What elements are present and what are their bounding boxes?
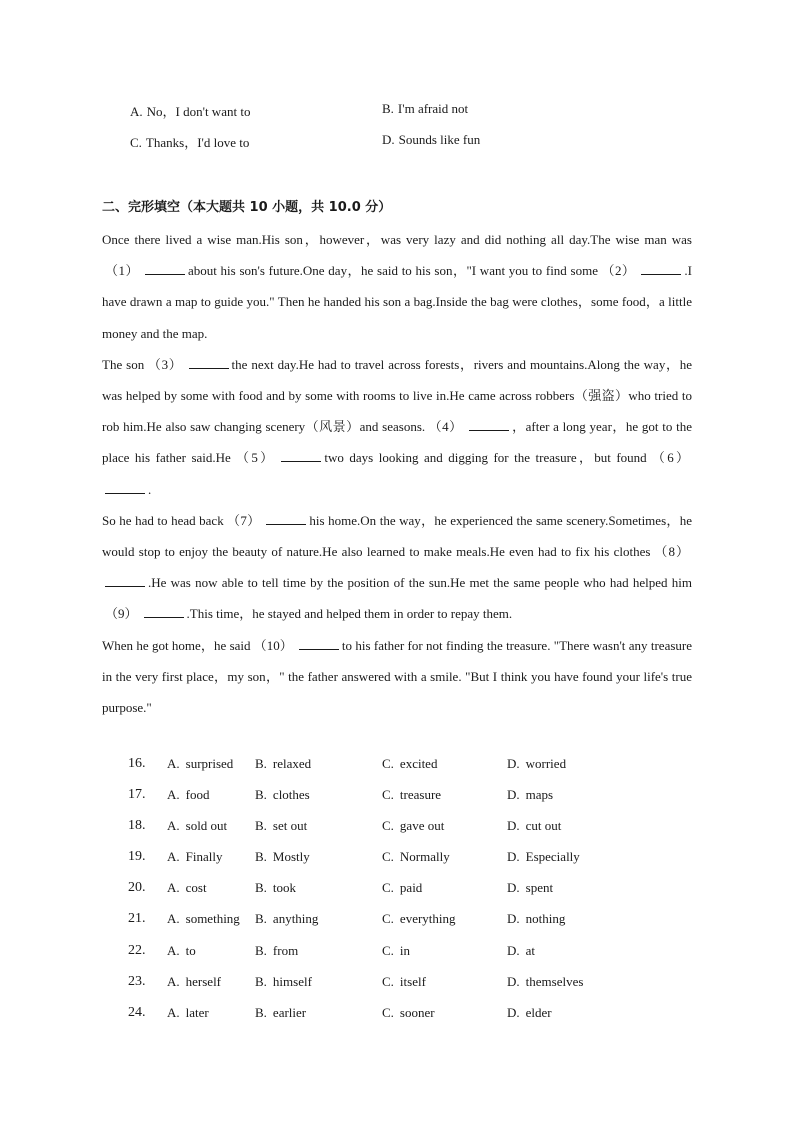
option-letter: A. — [167, 942, 180, 958]
option-letter: C. — [382, 787, 394, 803]
option-letter: D. — [507, 756, 520, 771]
option-text: spent — [525, 880, 554, 896]
option-letter: C. — [382, 942, 394, 958]
option-b[interactable] — [255, 880, 296, 896]
option-text: herself — [185, 973, 222, 989]
option-b[interactable] — [255, 849, 310, 865]
section-title: 二、完形填空（本大题共 10 小题，共 10.0 分） — [102, 200, 392, 215]
option-letter: C. — [382, 818, 394, 834]
passage-paragraph: When he got home，he said （10） to his father for not finding the treasure. "There wasn't any treasure in the very first place，my son，" the father answered with a smile. "But I think you have found your life's true purpose." — [102, 637, 692, 716]
question-number: 24. — [128, 1004, 146, 1020]
option-b[interactable] — [255, 818, 307, 834]
option-a[interactable] — [167, 911, 240, 927]
blank-line — [469, 418, 509, 431]
option-a[interactable] — [167, 787, 209, 803]
option-text: paid — [399, 880, 423, 896]
option-text: nothing — [525, 911, 566, 927]
option-a[interactable] — [167, 974, 221, 990]
option-text: Normally — [399, 849, 450, 865]
option-b[interactable]: B. I'm afraid not — [382, 101, 469, 116]
blank-line — [189, 356, 229, 369]
blank-number: （5） — [233, 450, 276, 466]
option-letter: C. — [382, 880, 394, 896]
option-c[interactable] — [382, 849, 450, 865]
option-text: from — [272, 942, 299, 958]
option-text: elder — [525, 1004, 552, 1020]
option-c[interactable] — [382, 911, 456, 927]
question-row — [128, 787, 748, 818]
option-c[interactable] — [382, 1005, 435, 1021]
option-c[interactable] — [382, 974, 426, 990]
option-text: to — [185, 942, 196, 958]
option-d[interactable] — [507, 911, 565, 927]
option-c[interactable] — [382, 880, 422, 896]
option-d[interactable] — [507, 1005, 552, 1021]
option-text: maps — [525, 787, 554, 803]
option-letter: B. — [255, 787, 267, 803]
cloze-passage — [102, 224, 692, 723]
option-letter: B. — [255, 973, 267, 989]
option-letter: D. — [507, 880, 520, 896]
blank-line — [641, 262, 681, 275]
option-text: everything — [399, 911, 456, 927]
question-number: 16. — [128, 756, 146, 771]
blank-line — [281, 449, 321, 462]
blank-line — [144, 605, 184, 618]
question-row — [128, 818, 748, 849]
blank-number: （7） — [226, 512, 261, 528]
option-letter: B. — [255, 880, 267, 896]
option-letter: B. — [255, 911, 267, 927]
blank-line — [105, 481, 145, 494]
answer-options-list — [128, 756, 748, 1036]
option-c[interactable] — [382, 943, 410, 959]
option-a[interactable] — [167, 756, 233, 772]
option-letter: B. — [255, 818, 267, 834]
question-row — [128, 911, 748, 942]
option-letter: A. — [167, 756, 180, 771]
option-letter: B. — [255, 849, 267, 865]
option-text: something — [185, 911, 240, 927]
option-text: at — [525, 942, 536, 958]
option-letter: A. — [167, 818, 180, 834]
blank-number: （2） — [600, 263, 636, 279]
blank-number: （6） — [649, 450, 689, 466]
option-text: cost — [185, 880, 207, 896]
option-b[interactable] — [255, 974, 312, 990]
previous-question-options — [130, 101, 730, 163]
passage-paragraph: So he had to head back （7） his home.On the way，he experienced the same scenery.Sometimes，he would stop to enjoy the beauty of nature.He also learned to make meals.He even had to fix his clothes （8）.He was now able to tell time by the position of the sun.He met the same people who had helped him（9） .This time，he stayed and helped them in order to repay them. — [102, 512, 692, 622]
option-d[interactable] — [507, 818, 561, 834]
option-a[interactable] — [167, 943, 196, 959]
question-number: 17. — [128, 787, 146, 803]
option-c[interactable]: C. Thanks，I'd love to — [130, 135, 250, 150]
option-text: gave out — [399, 818, 445, 834]
option-d[interactable] — [507, 880, 553, 896]
option-letter: D. — [507, 818, 520, 834]
option-letter: D. — [507, 942, 520, 958]
option-b[interactable] — [255, 943, 298, 959]
option-a[interactable] — [167, 880, 207, 896]
option-text: itself — [399, 973, 426, 989]
option-a[interactable] — [167, 818, 227, 834]
option-letter: C. — [382, 756, 394, 771]
option-text: sooner — [399, 1004, 435, 1020]
option-text: Mostly — [272, 849, 310, 865]
option-d[interactable] — [507, 787, 553, 803]
option-letter: D. — [507, 849, 520, 865]
option-text: relaxed — [272, 756, 312, 771]
question-number: 20. — [128, 880, 146, 896]
passage-paragraph: Once there lived a wise man.His son，however，was very lazy and did nothing all day.The wise man was（1） about his son's future.One day，he said to his son，"I want you to find some （2） .I have drawn a map to guide you." Then he handed his son a bag.Inside the bag were clothes，some food，a little money and the map. — [102, 232, 692, 341]
option-d[interactable] — [507, 943, 535, 959]
option-d[interactable] — [507, 756, 566, 772]
blank-number: （3） — [147, 356, 183, 372]
question-row — [128, 943, 748, 974]
option-text: anything — [272, 911, 319, 927]
option-d[interactable] — [507, 849, 580, 865]
option-text: later — [185, 1004, 209, 1020]
option-text: themselves — [525, 973, 584, 989]
option-letter: B. — [255, 942, 267, 958]
blank-number: （10） — [253, 637, 293, 653]
option-letter: D. — [507, 1004, 520, 1020]
question-number: 18. — [128, 818, 146, 834]
option-text: earlier — [272, 1004, 307, 1020]
option-text: cut out — [525, 818, 562, 834]
option-letter: A. — [167, 880, 180, 896]
question-row — [128, 974, 748, 1005]
option-text: excited — [399, 756, 438, 771]
question-row — [128, 880, 748, 911]
option-text: sold out — [185, 818, 228, 834]
option-letter: A. — [167, 1004, 180, 1020]
option-text: food — [185, 787, 210, 803]
option-c[interactable] — [382, 756, 437, 772]
option-letter: D. — [507, 911, 520, 927]
option-row — [130, 132, 730, 163]
blank-line — [145, 262, 185, 275]
option-text: himself — [272, 973, 312, 989]
option-letter: B. — [255, 1004, 267, 1020]
option-letter: A. — [167, 911, 180, 927]
blank-line — [299, 637, 339, 650]
option-letter: C. — [382, 1004, 394, 1020]
option-d[interactable]: D. Sounds like fun — [382, 132, 481, 147]
question-row — [128, 1005, 748, 1036]
blank-number: （9） — [105, 606, 138, 622]
option-text: surprised — [185, 756, 234, 771]
option-text: in — [399, 942, 411, 958]
option-letter: C. — [382, 973, 394, 989]
question-row — [128, 756, 748, 787]
option-a[interactable] — [167, 1005, 209, 1021]
question-row — [128, 849, 748, 880]
option-c[interactable] — [382, 787, 441, 803]
blank-line — [266, 512, 306, 525]
blank-number: （4） — [428, 419, 463, 435]
option-b[interactable] — [255, 756, 311, 772]
option-letter: D. — [507, 973, 520, 989]
question-number: 19. — [128, 849, 146, 865]
option-text: Especially — [525, 849, 580, 865]
option-text: Finally — [185, 849, 223, 865]
option-letter: C. — [382, 911, 394, 927]
option-letter: C. — [382, 849, 394, 865]
option-a[interactable] — [167, 849, 222, 865]
option-letter: D. — [507, 787, 520, 803]
option-row — [130, 101, 730, 132]
option-d[interactable] — [507, 974, 583, 990]
option-letter: A. — [167, 849, 180, 865]
question-number: 23. — [128, 973, 146, 989]
option-b[interactable] — [255, 1005, 306, 1021]
blank-number: （8） — [653, 544, 689, 560]
option-text: took — [272, 880, 297, 896]
passage-paragraph: The son （3） the next day.He had to travel across forests，rivers and mountains.Along the way，he was helped by some with food and by some with rooms to live in.He came across robbers（强盗）who tried to rob him.He also saw changing scenery（风景）and seasons. （4） ，after a long year，he got to the place his father said.He （5） two days looking and digging for the treasure，but found （6）. — [102, 356, 692, 497]
option-text: set out — [272, 818, 308, 834]
question-number: 22. — [128, 942, 146, 958]
option-c[interactable] — [382, 818, 444, 834]
option-text: clothes — [272, 787, 310, 803]
option-b[interactable] — [255, 911, 318, 927]
option-text: treasure — [399, 787, 442, 803]
option-letter: B. — [255, 756, 267, 771]
option-letter: A. — [167, 973, 180, 989]
option-b[interactable] — [255, 787, 310, 803]
option-letter: A. — [167, 787, 180, 803]
option-text: worried — [525, 756, 567, 771]
blank-number: （1） — [105, 263, 139, 279]
blank-line — [105, 574, 145, 587]
question-number: 21. — [128, 911, 146, 927]
option-a[interactable]: A. No，I don't want to — [130, 104, 251, 119]
